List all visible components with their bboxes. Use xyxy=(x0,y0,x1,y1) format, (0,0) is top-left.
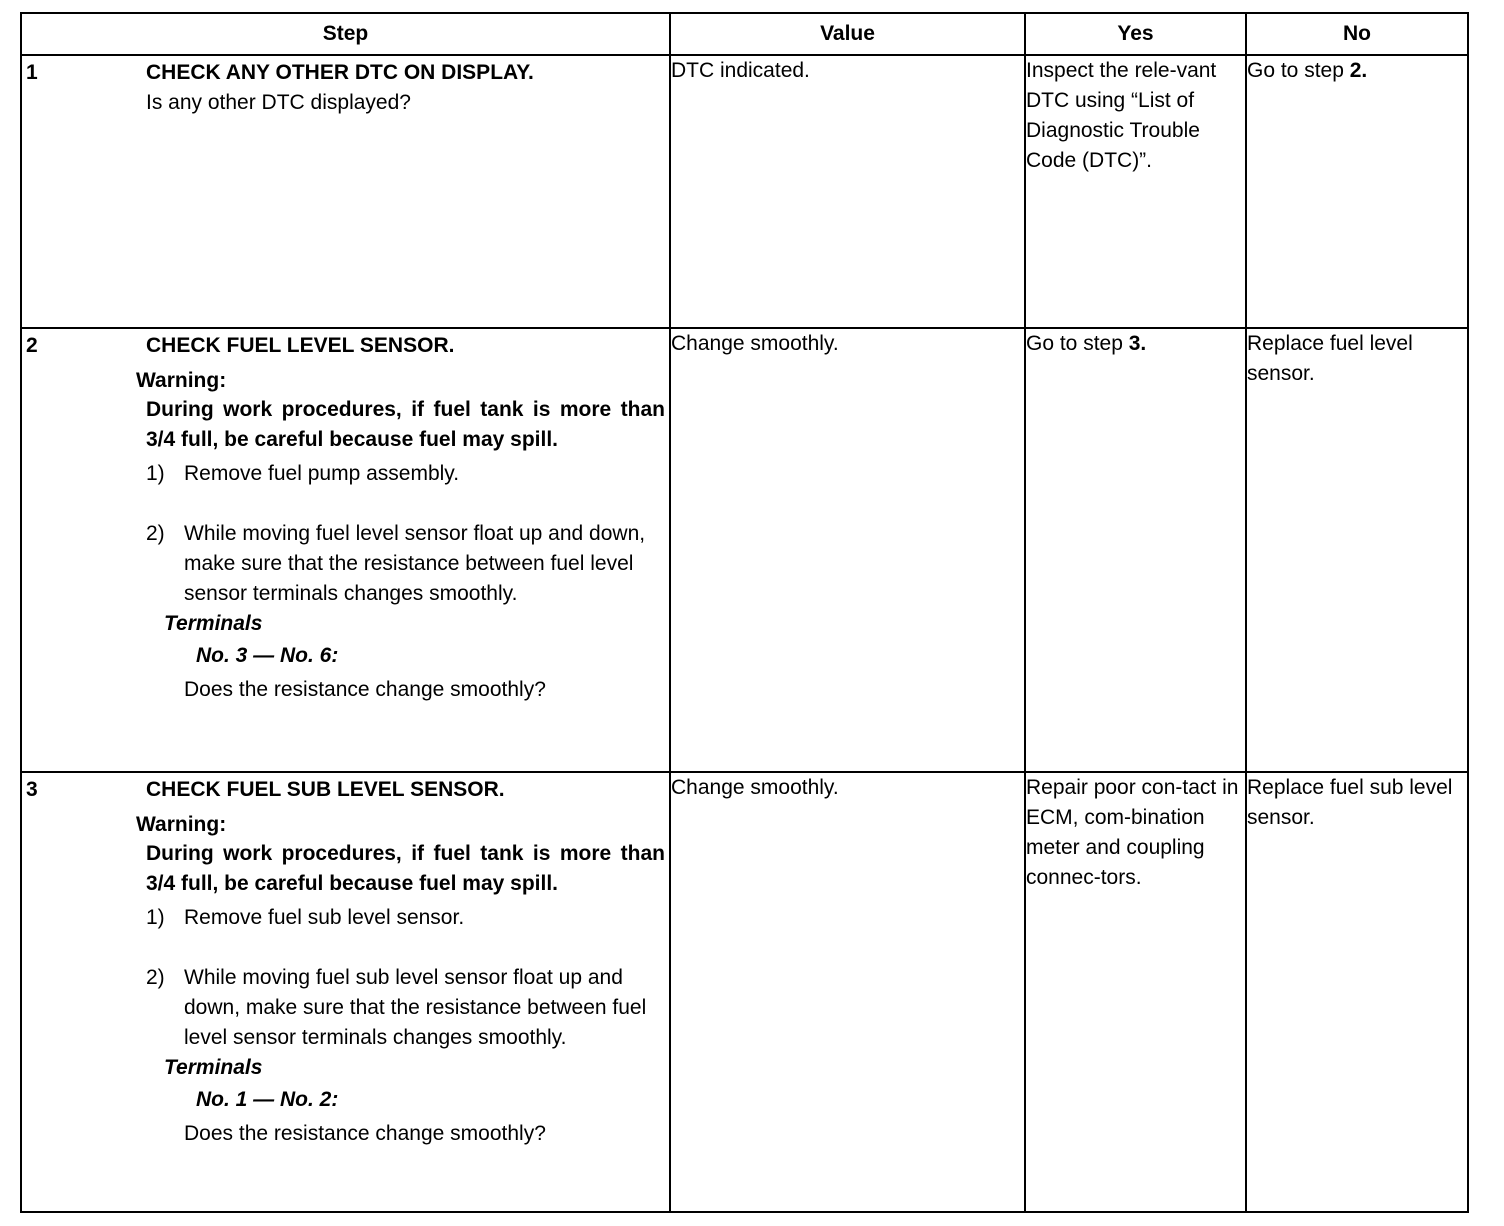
header-no: No xyxy=(1246,13,1468,55)
value-cell: Change smoothly. xyxy=(670,328,1025,772)
yes-cell: Repair poor con-tact in ECM, com-bination meter and coupling connec-tors. xyxy=(1025,772,1246,1212)
item-number: 1) xyxy=(146,462,165,485)
item-number: 2) xyxy=(146,966,165,989)
header-yes: Yes xyxy=(1025,13,1246,55)
procedure-item xyxy=(146,903,665,933)
diagnostic-table xyxy=(20,12,1469,1213)
warning-label: Warning: xyxy=(136,369,227,392)
item-text: While moving fuel level sensor float up and down, make sure that the resistance between fuel level sensor terminals changes smoothly. xyxy=(184,522,646,605)
step-title: CHECK FUEL SUB LEVEL SENSOR. xyxy=(146,778,505,801)
step-title: CHECK ANY OTHER DTC ON DISPLAY. xyxy=(146,61,534,84)
table-row xyxy=(21,772,1468,1212)
step-number: 1 xyxy=(26,61,38,84)
no-text: Go to step xyxy=(1247,59,1350,82)
step-title: CHECK FUEL LEVEL SENSOR. xyxy=(146,334,455,357)
terminals-label: Terminals xyxy=(164,1056,263,1079)
value-cell: DTC indicated. xyxy=(670,55,1025,328)
no-cell: Replace fuel sub level sensor. xyxy=(1246,772,1468,1212)
item-text: While moving fuel sub level sensor float up and down, make sure that the resistance between fuel level sensor terminals changes smoothly. xyxy=(184,966,647,1049)
step-question: Is any other DTC displayed? xyxy=(146,91,411,114)
item-text: Remove fuel pump assembly. xyxy=(184,462,460,485)
procedure-item xyxy=(146,963,665,1053)
header-step: Step xyxy=(21,13,670,55)
header-row xyxy=(21,13,1468,55)
yes-text: Go to step xyxy=(1026,332,1129,355)
step-number: 3 xyxy=(26,778,38,801)
step-number: 2 xyxy=(26,334,38,357)
yes-cell xyxy=(1025,328,1246,772)
warning-text: During work procedures, if fuel tank is more than 3/4 full, be careful because fuel may spill. xyxy=(146,842,665,895)
table-row xyxy=(21,55,1468,328)
procedure-item xyxy=(146,519,665,609)
item-text: Remove fuel sub level sensor. xyxy=(184,906,465,929)
table-row xyxy=(21,328,1468,772)
step-ref: 2. xyxy=(1349,59,1368,82)
step-cell xyxy=(21,55,670,328)
item-number: 2) xyxy=(146,522,165,545)
terminals-label: Terminals xyxy=(164,612,263,635)
warning-text: During work procedures, if fuel tank is more than 3/4 full, be careful because fuel may spill. xyxy=(146,398,665,451)
terminals-value: No. 3 — No. 6: xyxy=(196,644,339,667)
item-number: 1) xyxy=(146,906,165,929)
step-cell xyxy=(21,328,670,772)
no-cell xyxy=(1246,55,1468,328)
procedure-item xyxy=(146,459,665,489)
header-value: Value xyxy=(670,13,1025,55)
warning-label: Warning: xyxy=(136,813,227,836)
yes-cell: Inspect the rele-vant DTC using “List of Diagnostic Trouble Code (DTC)”. xyxy=(1025,55,1246,328)
no-cell: Replace fuel level sensor. xyxy=(1246,328,1468,772)
terminals-value: No. 1 — No. 2: xyxy=(196,1088,339,1111)
step-cell xyxy=(21,772,670,1212)
step-question: Does the resistance change smoothly? xyxy=(184,1122,546,1145)
step-ref: 3. xyxy=(1128,332,1147,355)
step-question: Does the resistance change smoothly? xyxy=(184,678,546,701)
value-cell: Change smoothly. xyxy=(670,772,1025,1212)
